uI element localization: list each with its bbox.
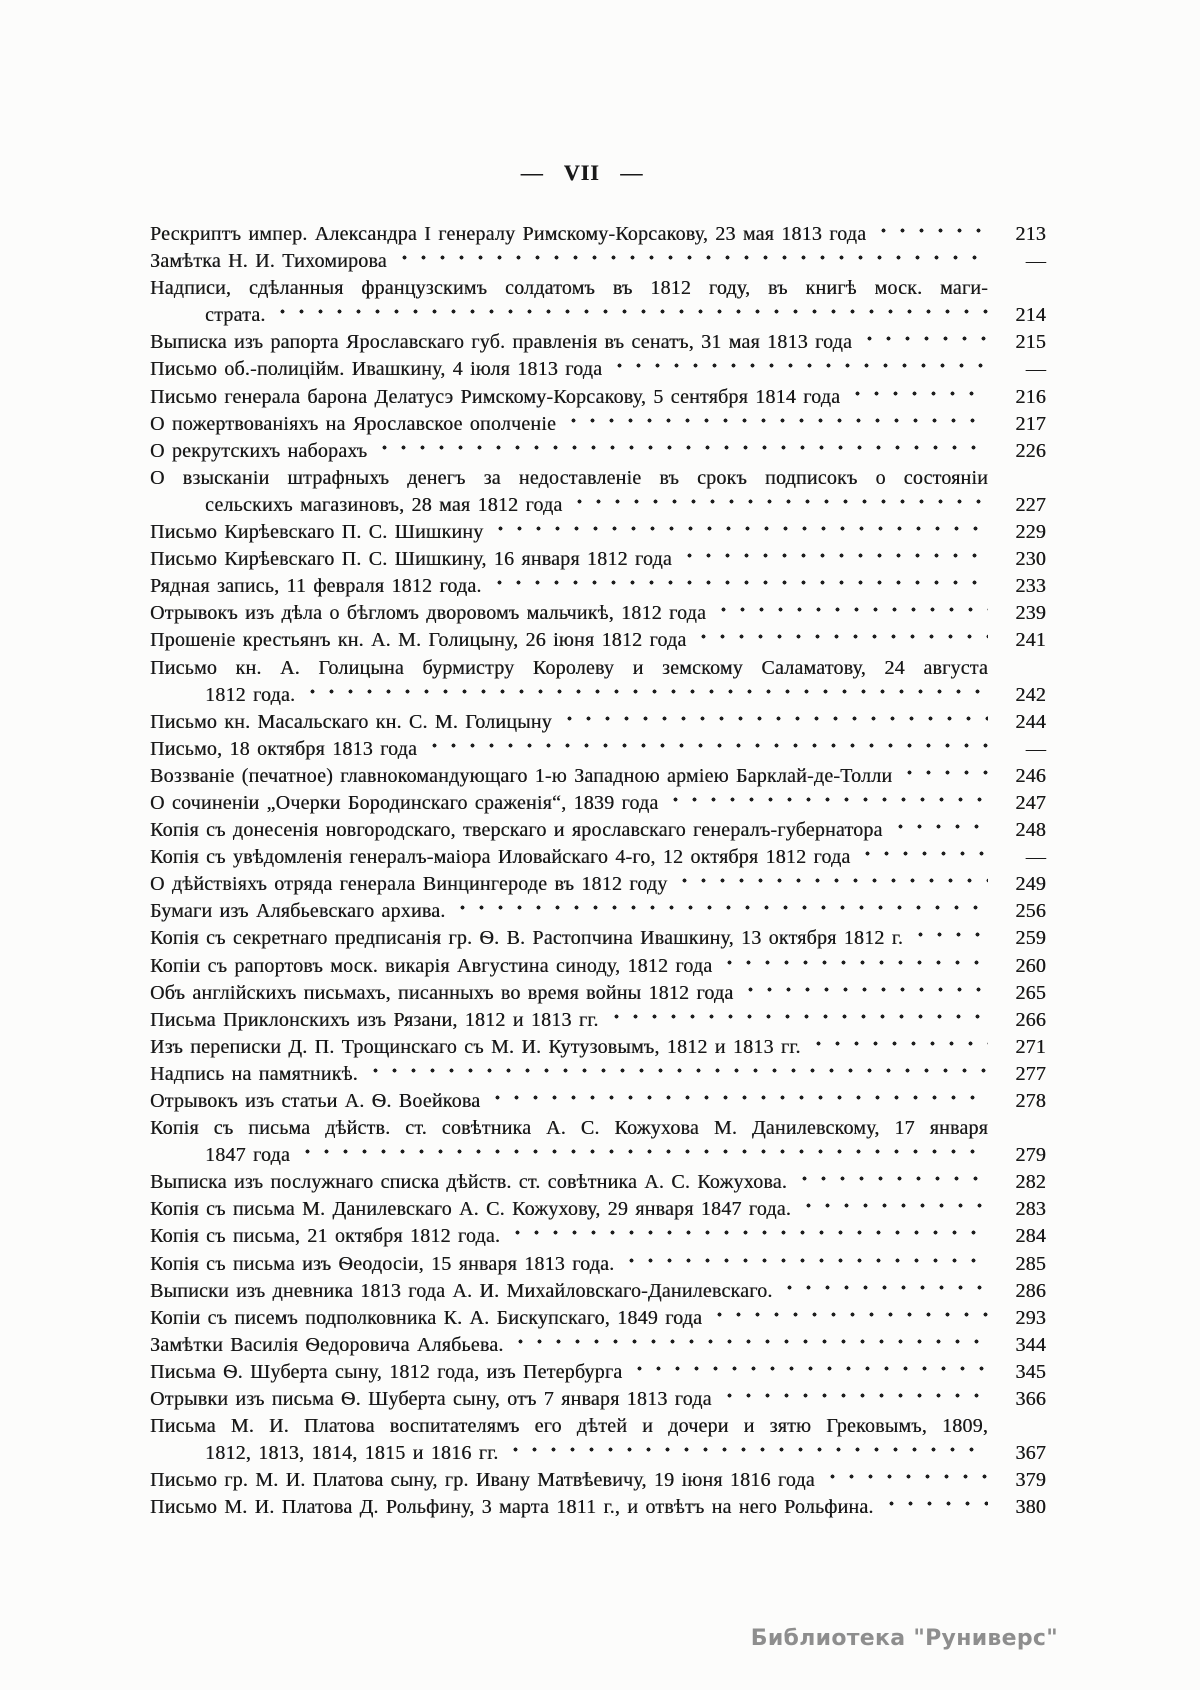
toc-row: [150, 1332, 1046, 1359]
entry-title: Письмо Кирѣевскаго П. С. Шишкину: [150, 521, 484, 544]
toc-row: [150, 1305, 1046, 1332]
entry-title: Прошеніе крестьянъ кн. А. М. Голицыну, 26 іюня 1812 года: [150, 629, 687, 652]
toc-row: [150, 844, 1046, 871]
dot-leader: [366, 1061, 988, 1088]
entry-title: Письма М. И. Платова воспитателямъ его дѣтей и дочери и зятю Грековымъ, 1809,: [150, 1415, 988, 1438]
dot-leader: [799, 1196, 988, 1223]
entry-title: Письмо генерала барона Делатусэ Римскому-Корсакову, 5 сентября 1814 года: [150, 385, 841, 408]
dot-leader: [303, 682, 988, 709]
toc-row: [150, 492, 1046, 519]
entry-page-number: —: [1025, 250, 1046, 273]
toc-row: [150, 600, 1046, 627]
toc-row: [150, 519, 1046, 546]
toc-row: [150, 465, 1046, 492]
entry-page-number: 344: [1015, 1333, 1046, 1356]
dot-leader: [874, 221, 988, 248]
dot-leader: [860, 329, 988, 356]
dot-leader: [453, 898, 988, 925]
entry-title: О пожертвованіяхъ на Ярославское ополченіе: [150, 412, 557, 435]
entry-title: Бумаги изъ Алябьевскаго архива.: [150, 900, 446, 923]
dot-leader: [848, 384, 988, 411]
entry-title: Письмо М. И. Платова Д. Рольфину, 3 марта 1811 г., и отвѣтъ на него Рольфина.: [150, 1496, 874, 1519]
entry-page-number: 265: [1015, 981, 1046, 1004]
dot-leader: [298, 1142, 988, 1169]
entry-title: Воззваніе (печатное) главнокомандующаго 1-ю Западною арміею Барклай-де-Толли: [150, 764, 893, 787]
entry-title: Копія съ донесенія новгородскаго, тверскаго и ярославскаго генералъ-губернатора: [150, 819, 883, 842]
entry-title: Копія съ письма М. Данилевскаго А. С. Кожухову, 29 января 1847 года.: [150, 1198, 791, 1221]
entry-page-number: 213: [1015, 223, 1046, 245]
entry-page-number: 271: [1015, 1035, 1046, 1058]
entry-page-number: —: [1025, 846, 1046, 869]
toc-row: [150, 438, 1046, 465]
entry-page-number: —: [1025, 737, 1046, 760]
toc-row: [150, 1169, 1046, 1196]
entry-title: О взысканіи штрафныхъ денегъ за недоставленіе въ срокъ подписокъ о состояніи: [150, 466, 988, 489]
entry-title: Письмо об.-полиційм. Ивашкину, 4 іюля 1813 года: [150, 358, 603, 381]
entry-title: Рядная запись, 11 февраля 1812 года.: [150, 575, 482, 598]
entry-page-number: 293: [1015, 1306, 1046, 1329]
entry-title: Рескриптъ импер. Александра I генералу Римскому-Корсакову, 23 мая 1813 года: [150, 223, 867, 245]
toc-row: [150, 1007, 1046, 1034]
entry-title: Копія съ письма, 21 октября 1812 года.: [150, 1225, 501, 1248]
toc-row: [150, 627, 1046, 654]
entry-page-number: 367: [1015, 1442, 1046, 1465]
toc-row: [150, 546, 1046, 573]
entry-page-number: 230: [1015, 548, 1046, 571]
toc-row: [150, 384, 1046, 411]
entry-title: Копія съ секретнаго предписанія гр. Ѳ. В. Растопчина Ивашкину, 13 октября 1812 г.: [150, 927, 904, 950]
entry-title: Письмо Кирѣевскаго П. С. Шишкину, 16 января 1812 года: [150, 548, 672, 571]
dot-leader: [491, 519, 988, 546]
toc-row: [150, 736, 1046, 763]
toc-row: [150, 1196, 1046, 1223]
toc-row: [150, 1413, 1046, 1440]
toc-row: [150, 1223, 1046, 1250]
dot-leader: [714, 600, 988, 627]
entry-page-number: 233: [1015, 575, 1046, 598]
dot-leader: [666, 790, 988, 817]
entry-page-number: 244: [1015, 710, 1046, 733]
toc-row: [150, 302, 1046, 329]
entry-page-number: 285: [1015, 1252, 1046, 1275]
entry-title: Письмо кн. Масальскаго кн. С. М. Голицыну: [150, 710, 552, 733]
entry-title: Выписки изъ дневника 1813 года А. И. Михайловскаго-Данилевскаго.: [150, 1279, 773, 1302]
toc-row: [150, 1115, 1046, 1142]
dot-leader: [795, 1169, 988, 1196]
dot-leader: [694, 627, 988, 654]
toc-row: [150, 1278, 1046, 1305]
entry-page-number: 379: [1015, 1469, 1046, 1492]
dot-leader: [741, 980, 988, 1007]
dot-leader: [858, 844, 988, 871]
dot-leader: [488, 1088, 988, 1115]
dot-leader: [900, 763, 988, 790]
entry-page-number: 277: [1015, 1062, 1046, 1085]
entry-title: 1847 года: [205, 1144, 290, 1167]
dot-leader: [680, 546, 988, 573]
toc-row: [150, 709, 1046, 736]
dot-leader: [511, 1332, 988, 1359]
entry-page-number: 227: [1015, 493, 1046, 516]
entry-page-number: —: [1025, 358, 1046, 381]
entry-page-number: 246: [1015, 764, 1046, 787]
dot-leader: [560, 709, 988, 736]
dot-leader: [375, 438, 988, 465]
entry-page-number: 284: [1015, 1225, 1046, 1248]
toc-row: [150, 1034, 1046, 1061]
entry-title: Копіи съ рапортовъ моск. викарія Августина синоду, 1812 года: [150, 954, 713, 977]
entry-title: Письма Приклонскихъ изъ Рязани, 1812 и 1813 гг.: [150, 1008, 599, 1031]
dot-leader: [675, 871, 988, 898]
dot-leader: [882, 1494, 988, 1521]
toc-row: [150, 1061, 1046, 1088]
toc-row: [150, 248, 1046, 275]
toc-row: [150, 1251, 1046, 1278]
dot-leader: [911, 925, 988, 952]
entry-page-number: 259: [1015, 927, 1046, 950]
entry-title: Замѣтки Василія Ѳедоровича Алябьева.: [150, 1333, 504, 1356]
toc-row: [150, 655, 1046, 682]
entry-page-number: 214: [1015, 304, 1046, 327]
entry-page-number: 229: [1015, 521, 1046, 544]
entry-title: Выписка изъ послужнаго списка дѣйств. ст. совѣтника А. С. Кожухова.: [150, 1171, 787, 1194]
toc-row: [150, 763, 1046, 790]
entry-page-number: 242: [1015, 683, 1046, 706]
dot-leader: [490, 573, 988, 600]
dot-leader: [610, 356, 988, 383]
dot-leader: [823, 1467, 988, 1494]
entry-page-number: 226: [1015, 439, 1046, 462]
entry-page-number: 366: [1015, 1388, 1046, 1411]
entry-title: Надписи, сдѣланныя французскимъ солдатомъ въ 1812 году, въ книгѣ моск. маги-: [150, 277, 988, 300]
dot-leader: [891, 817, 988, 844]
toc-row: [150, 790, 1046, 817]
entry-title: Выписка изъ рапорта Ярославскаго губ. правленія въ сенатъ, 31 мая 1813 года: [150, 331, 853, 354]
entry-page-number: 286: [1015, 1279, 1046, 1302]
dot-leader: [425, 736, 988, 763]
entry-title: О рекрутскихъ наборахъ: [150, 439, 368, 462]
toc-row: [150, 953, 1046, 980]
entry-title: Замѣтка Н. И. Тихомирова: [150, 250, 387, 273]
entry-title: Копія съ письма изъ Ѳеодосіи, 15 января 1813 года.: [150, 1252, 615, 1275]
toc-row: [150, 871, 1046, 898]
entry-page-number: 279: [1015, 1144, 1046, 1167]
dot-leader: [607, 1007, 988, 1034]
dot-leader: [570, 492, 988, 519]
dot-leader: [780, 1278, 988, 1305]
entry-page-number: 283: [1015, 1198, 1046, 1221]
toc-row: [150, 682, 1046, 709]
entry-page-number: 239: [1015, 602, 1046, 625]
toc-row: [150, 898, 1046, 925]
dot-leader: [506, 1440, 988, 1467]
toc-row: [150, 980, 1046, 1007]
dot-leader: [508, 1223, 988, 1250]
toc-row: [150, 411, 1046, 438]
toc-row: [150, 221, 1046, 248]
dot-leader: [710, 1305, 988, 1332]
entry-page-number: 241: [1015, 629, 1046, 652]
toc-row: [150, 1142, 1046, 1169]
toc-row: [150, 573, 1046, 600]
page-number-header: — VII —: [520, 160, 644, 185]
entry-page-number: 345: [1015, 1360, 1046, 1383]
dot-leader: [273, 302, 988, 329]
entry-title: Надпись на памятникѣ.: [150, 1062, 358, 1085]
entry-title: 1812 года.: [205, 683, 296, 706]
entry-page-number: 217: [1015, 412, 1046, 435]
toc-row: [150, 275, 1046, 302]
entry-page-number: 216: [1015, 385, 1046, 408]
entry-title: Отрывокъ изъ дѣла о бѣгломъ дворовомъ мальчикѣ, 1812 года: [150, 602, 707, 625]
toc-row: [150, 817, 1046, 844]
entry-title: сельскихъ магазиновъ, 28 мая 1812 года: [205, 493, 563, 516]
dot-leader: [622, 1251, 988, 1278]
entry-page-number: 380: [1015, 1496, 1046, 1519]
toc-row: [150, 925, 1046, 952]
entry-page-number: 278: [1015, 1090, 1046, 1112]
entry-title: О дѣйствіяхъ отряда генерала Винцингероде въ 1812 году: [150, 873, 668, 896]
toc-row: [150, 1088, 1046, 1115]
entry-title: Письмо кн. А. Голицына бурмистру Королеву и земскому Саламатову, 24 августа: [150, 656, 988, 679]
entry-page-number: 248: [1015, 819, 1046, 842]
entry-title: Объ англійскихъ письмахъ, писанныхъ во время войны 1812 года: [150, 981, 734, 1004]
toc-row: [150, 1386, 1046, 1413]
dot-leader: [395, 248, 988, 275]
toc-row: [150, 1467, 1046, 1494]
entry-title: Письмо, 18 октября 1813 года: [150, 737, 418, 760]
dot-leader: [564, 411, 988, 438]
entry-title: Письмо гр. М. И. Платова сыну, гр. Ивану Матвѣевичу, 19 іюня 1816 года: [150, 1469, 815, 1492]
entry-title: Отрывокъ изъ статьи А. Ѳ. Воейкова: [150, 1090, 481, 1112]
entry-page-number: 282: [1015, 1171, 1046, 1194]
entry-title: Отрывки изъ письма Ѳ. Шуберта сыну, отъ 7 января 1813 года: [150, 1388, 712, 1411]
entry-page-number: 215: [1015, 331, 1046, 354]
watermark-label: Библиотека "Руниверс": [750, 1626, 1058, 1651]
entry-title: Копіи съ писемъ подполковника К. А. Бискупскаго, 1849 года: [150, 1306, 703, 1329]
entry-title: Письма Ѳ. Шуберта сыну, 1812 года, изъ Петербурга: [150, 1360, 623, 1383]
entry-page-number: 256: [1015, 900, 1046, 923]
dot-leader: [630, 1359, 988, 1386]
toc-list: [150, 221, 1046, 1522]
entry-title: Копія съ увѣдомленія генералъ-маіора Иловайскаго 4-го, 12 октября 1812 года: [150, 846, 851, 869]
toc-row: [150, 1359, 1046, 1386]
dot-leader: [809, 1034, 988, 1061]
toc-row: [150, 329, 1046, 356]
dot-leader: [720, 1386, 988, 1413]
entry-title: Копія съ письма дѣйств. ст. совѣтника А. С. Кожухова М. Данилевскому, 17 января: [150, 1117, 988, 1140]
entry-title: Изъ переписки Д. П. Трощинскаго съ М. И. Кутузовымъ, 1812 и 1813 гг.: [150, 1035, 801, 1058]
entry-title: страта.: [205, 304, 266, 327]
dot-leader: [720, 953, 988, 980]
entry-page-number: 260: [1015, 954, 1046, 977]
entry-page-number: 266: [1015, 1008, 1046, 1031]
entry-page-number: 247: [1015, 791, 1046, 814]
toc-row: [150, 356, 1046, 383]
entry-title: 1812, 1813, 1814, 1815 и 1816 гг.: [205, 1442, 499, 1465]
entry-title: О сочиненіи „Очерки Бородинскаго сраженія“, 1839 года: [150, 791, 659, 814]
toc-row: [150, 1440, 1046, 1467]
entry-page-number: 249: [1015, 873, 1046, 896]
toc-row: [150, 1494, 1046, 1521]
